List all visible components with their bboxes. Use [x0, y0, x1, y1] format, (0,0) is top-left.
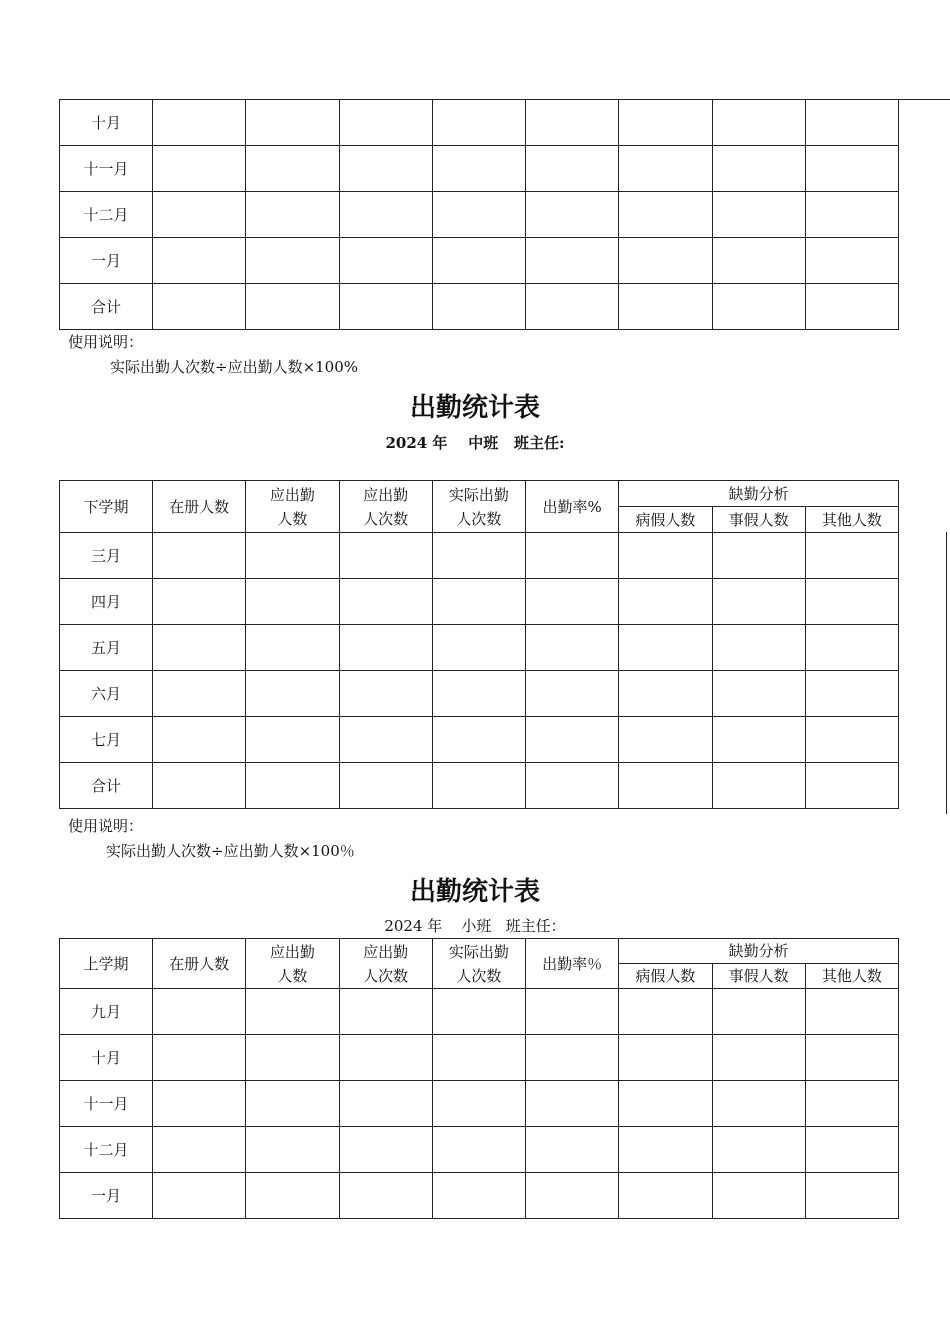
empty-cell[interactable]: [153, 717, 246, 763]
table-row: [60, 100, 899, 146]
table-row: [60, 284, 899, 330]
header-absence: 缺勤分析: [619, 481, 899, 507]
empty-cell[interactable]: [432, 238, 525, 284]
attendance-table-middle-class: [59, 480, 899, 809]
empty-cell[interactable]: [526, 579, 619, 625]
attendance-table-small-class: [59, 938, 899, 1219]
empty-cell[interactable]: [339, 284, 432, 330]
header-line: 应出勤: [269, 485, 315, 504]
empty-cell[interactable]: [153, 192, 246, 238]
empty-cell[interactable]: [712, 146, 805, 192]
empty-cell[interactable]: [712, 1035, 805, 1081]
table-row: [60, 1081, 899, 1127]
row-label: 合计: [60, 284, 153, 330]
empty-cell[interactable]: [805, 284, 898, 330]
empty-cell[interactable]: [432, 579, 525, 625]
table-row: [60, 625, 899, 671]
header-rate: 出勤率％: [526, 939, 619, 989]
empty-cell[interactable]: [432, 146, 525, 192]
table-header: [60, 481, 899, 533]
row-label: 七月: [60, 717, 153, 763]
table-row: [60, 1127, 899, 1173]
table-row: [60, 717, 899, 763]
empty-cell[interactable]: [619, 625, 712, 671]
table-row: [60, 1035, 899, 1081]
empty-cell[interactable]: [619, 579, 712, 625]
header-registered: 在册人数: [153, 481, 246, 533]
row-label: 三月: [60, 533, 153, 579]
table-body: [60, 100, 899, 330]
empty-cell[interactable]: [153, 284, 246, 330]
empty-cell[interactable]: [805, 579, 898, 625]
empty-cell[interactable]: [526, 671, 619, 717]
page-title: 出勤统计表: [409, 393, 540, 423]
empty-cell[interactable]: [619, 1127, 712, 1173]
empty-cell[interactable]: [153, 989, 246, 1035]
header-rate: 出勤率%: [526, 481, 619, 533]
empty-cell[interactable]: [619, 763, 712, 809]
empty-cell[interactable]: [526, 533, 619, 579]
header-line: 人次数: [363, 509, 409, 528]
empty-cell[interactable]: [805, 1081, 898, 1127]
row-label: 十一月: [60, 1081, 153, 1127]
row-label: 六月: [60, 671, 153, 717]
empty-cell[interactable]: [153, 1173, 246, 1219]
row-label: 十一月: [60, 146, 153, 192]
empty-cell[interactable]: [246, 146, 339, 192]
table-row: [60, 1173, 899, 1219]
empty-cell[interactable]: [712, 100, 805, 146]
empty-cell[interactable]: [246, 625, 339, 671]
empty-cell[interactable]: [712, 579, 805, 625]
empty-cell[interactable]: [712, 533, 805, 579]
empty-cell[interactable]: [432, 533, 525, 579]
empty-cell[interactable]: [619, 717, 712, 763]
empty-cell[interactable]: [619, 238, 712, 284]
empty-cell[interactable]: [805, 533, 898, 579]
empty-cell[interactable]: [432, 192, 525, 238]
empty-cell[interactable]: [339, 717, 432, 763]
empty-cell[interactable]: [432, 1035, 525, 1081]
empty-cell[interactable]: [246, 100, 339, 146]
empty-cell[interactable]: [339, 192, 432, 238]
empty-cell[interactable]: [712, 671, 805, 717]
header-expected-times: [339, 939, 432, 989]
empty-cell[interactable]: [526, 284, 619, 330]
header-term: 下学期: [60, 481, 153, 533]
row-label: 合计: [60, 763, 153, 809]
row-label: 十月: [60, 100, 153, 146]
empty-cell[interactable]: [805, 989, 898, 1035]
header-line: 应出勤: [269, 942, 315, 961]
header-registered: 在册人数: [153, 939, 246, 989]
row-label: 十二月: [60, 1127, 153, 1173]
usage-note-label: 使用说明：: [68, 333, 144, 351]
empty-cell[interactable]: [246, 579, 339, 625]
empty-cell[interactable]: [432, 1173, 525, 1219]
header-actual-times: [432, 481, 525, 533]
header-sick: 病假人数: [619, 964, 712, 989]
empty-cell[interactable]: [805, 100, 898, 146]
empty-cell[interactable]: [619, 989, 712, 1035]
empty-cell[interactable]: [526, 763, 619, 809]
empty-cell[interactable]: [619, 1081, 712, 1127]
empty-cell[interactable]: [526, 1035, 619, 1081]
header-line: 应出勤: [363, 485, 409, 504]
empty-cell[interactable]: [619, 671, 712, 717]
empty-cell[interactable]: [619, 146, 712, 192]
empty-cell[interactable]: [246, 1127, 339, 1173]
table-row: [60, 579, 899, 625]
empty-cell[interactable]: [526, 100, 619, 146]
empty-cell[interactable]: [246, 717, 339, 763]
empty-cell[interactable]: [339, 1173, 432, 1219]
empty-cell[interactable]: [153, 146, 246, 192]
header-absence: 缺勤分析: [619, 939, 899, 964]
page-title: 出勤统计表: [409, 877, 540, 907]
empty-cell[interactable]: [432, 989, 525, 1035]
header-actual-times: [432, 939, 525, 989]
empty-cell[interactable]: [619, 284, 712, 330]
empty-cell[interactable]: [153, 533, 246, 579]
empty-cell[interactable]: [246, 671, 339, 717]
header-line: 人次数: [456, 509, 502, 528]
empty-cell[interactable]: [619, 1173, 712, 1219]
empty-cell[interactable]: [246, 1081, 339, 1127]
empty-cell[interactable]: [712, 1173, 805, 1219]
empty-cell[interactable]: [526, 1173, 619, 1219]
empty-cell[interactable]: [153, 625, 246, 671]
empty-cell[interactable]: [153, 1127, 246, 1173]
header-expected-times: [339, 481, 432, 533]
usage-note-formula: 实际出勤人次数÷应出勤人数×100％: [106, 842, 355, 860]
table-row: [60, 989, 899, 1035]
empty-cell[interactable]: [805, 671, 898, 717]
row-label: 九月: [60, 989, 153, 1035]
empty-cell[interactable]: [339, 625, 432, 671]
table-row: [60, 763, 899, 809]
empty-cell[interactable]: [432, 284, 525, 330]
empty-cell[interactable]: [246, 989, 339, 1035]
empty-cell[interactable]: [712, 625, 805, 671]
empty-cell[interactable]: [153, 1081, 246, 1127]
empty-cell[interactable]: [526, 192, 619, 238]
header-personal: 事假人数: [712, 964, 805, 989]
header-expected-people: [246, 939, 339, 989]
empty-cell[interactable]: [526, 146, 619, 192]
empty-cell[interactable]: [153, 671, 246, 717]
row-label: 四月: [60, 579, 153, 625]
row-label: 十月: [60, 1035, 153, 1081]
empty-cell[interactable]: [153, 100, 246, 146]
empty-cell[interactable]: [526, 1127, 619, 1173]
empty-cell[interactable]: [432, 671, 525, 717]
empty-cell[interactable]: [619, 192, 712, 238]
empty-cell[interactable]: [526, 1081, 619, 1127]
empty-cell[interactable]: [339, 763, 432, 809]
empty-cell[interactable]: [339, 989, 432, 1035]
header-line: 实际出勤: [448, 942, 509, 961]
empty-cell[interactable]: [153, 763, 246, 809]
header-line: 实际出勤: [448, 485, 509, 504]
empty-cell[interactable]: [153, 1035, 246, 1081]
empty-cell[interactable]: [432, 1081, 525, 1127]
table-row: [60, 671, 899, 717]
empty-cell[interactable]: [339, 1035, 432, 1081]
empty-cell[interactable]: [153, 238, 246, 284]
row-label: 十二月: [60, 192, 153, 238]
row-label: 一月: [60, 1173, 153, 1219]
empty-cell[interactable]: [432, 1127, 525, 1173]
empty-cell[interactable]: [805, 763, 898, 809]
empty-cell[interactable]: [805, 1127, 898, 1173]
empty-cell[interactable]: [339, 1081, 432, 1127]
empty-cell[interactable]: [246, 763, 339, 809]
empty-cell[interactable]: [526, 989, 619, 1035]
empty-cell[interactable]: [712, 192, 805, 238]
empty-cell[interactable]: [153, 579, 246, 625]
header-expected-people: [246, 481, 339, 533]
empty-cell[interactable]: [619, 100, 712, 146]
empty-cell[interactable]: [526, 238, 619, 284]
empty-cell[interactable]: [712, 717, 805, 763]
header-sick: 病假人数: [619, 507, 712, 533]
class-subtitle: 2024 年 小班 班主任：: [384, 917, 566, 935]
empty-cell[interactable]: [339, 1127, 432, 1173]
empty-cell[interactable]: [246, 238, 339, 284]
table-row: [60, 192, 899, 238]
empty-cell[interactable]: [712, 238, 805, 284]
empty-cell[interactable]: [526, 625, 619, 671]
header-other: 其他人数: [805, 964, 898, 989]
empty-cell[interactable]: [805, 146, 898, 192]
empty-cell[interactable]: [246, 192, 339, 238]
table-body: [60, 533, 899, 809]
empty-cell[interactable]: [339, 671, 432, 717]
empty-cell[interactable]: [246, 1035, 339, 1081]
empty-cell[interactable]: [712, 284, 805, 330]
header-line: 人次数: [363, 966, 409, 985]
empty-cell[interactable]: [805, 1035, 898, 1081]
empty-cell[interactable]: [246, 533, 339, 579]
empty-cell[interactable]: [432, 625, 525, 671]
header-line: 人次数: [456, 966, 502, 985]
attendance-table-top: [59, 99, 899, 330]
empty-cell[interactable]: [432, 717, 525, 763]
usage-note-label: 使用说明：: [68, 817, 144, 835]
empty-cell[interactable]: [246, 284, 339, 330]
empty-cell[interactable]: [339, 146, 432, 192]
header-line: 人数: [277, 509, 308, 528]
usage-note-formula: 实际出勤人次数÷应出勤人数×100%: [110, 358, 359, 376]
table-row: [60, 238, 899, 284]
row-label: 五月: [60, 625, 153, 671]
empty-cell[interactable]: [805, 625, 898, 671]
empty-cell[interactable]: [339, 238, 432, 284]
header-line: 应出勤: [363, 942, 409, 961]
header-line: 人数: [277, 966, 308, 985]
empty-cell[interactable]: [432, 100, 525, 146]
table-row: [60, 533, 899, 579]
table-row: [60, 146, 899, 192]
empty-cell[interactable]: [805, 1173, 898, 1219]
class-subtitle: 2024 年 中班 班主任:: [385, 434, 565, 452]
empty-cell[interactable]: [712, 989, 805, 1035]
empty-cell[interactable]: [432, 763, 525, 809]
empty-cell[interactable]: [339, 579, 432, 625]
table-header: [60, 939, 899, 989]
empty-cell[interactable]: [339, 533, 432, 579]
table-body: [60, 989, 899, 1219]
empty-cell[interactable]: [712, 1081, 805, 1127]
empty-cell[interactable]: [526, 717, 619, 763]
empty-cell[interactable]: [712, 1127, 805, 1173]
empty-cell[interactable]: [712, 763, 805, 809]
header-other: 其他人数: [805, 507, 898, 533]
empty-cell[interactable]: [805, 238, 898, 284]
row-label: 一月: [60, 238, 153, 284]
empty-cell[interactable]: [246, 1173, 339, 1219]
empty-cell[interactable]: [339, 100, 432, 146]
empty-cell[interactable]: [619, 533, 712, 579]
page-edge-line: [946, 532, 947, 814]
header-term: 上学期: [60, 939, 153, 989]
empty-cell[interactable]: [805, 192, 898, 238]
empty-cell[interactable]: [619, 1035, 712, 1081]
empty-cell[interactable]: [805, 717, 898, 763]
header-personal: 事假人数: [712, 507, 805, 533]
page-edge-line: [898, 99, 950, 100]
